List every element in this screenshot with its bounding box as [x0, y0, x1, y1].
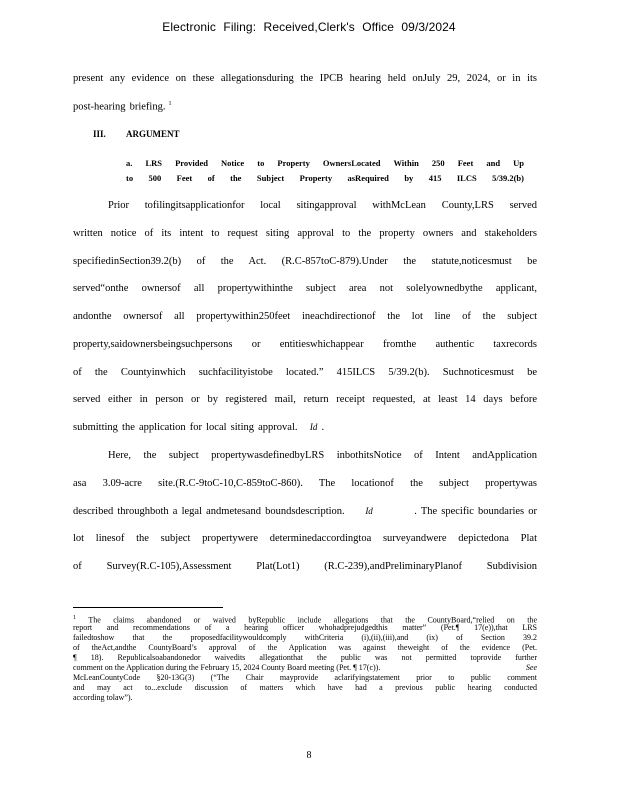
footnote-line [73, 663, 537, 673]
footnote-line: failedtoshow that the proposedfacilitywouldcomply withCriteria (i),(ii),(iii),and (ix) of Section 39.2 [73, 633, 537, 642]
body-line-text: post-hearing briefing. [73, 101, 166, 113]
section-number: III. [93, 129, 106, 139]
footnote-text: The claims abandoned or waived byRepublic include allegations that the CountyBoard,“relied on the [88, 615, 537, 625]
paragraph-line: served“onthe ownersof all propertywithinthe subject area not solelyownedbythe applicant, [73, 283, 537, 294]
paragraph-text: submitting the application for local siting approval. [73, 422, 298, 433]
paragraph-line: andonthe ownersof all propertywithin250feet ineachdirectionof the lot line of the subject [73, 311, 537, 322]
citation-id: Id [309, 422, 318, 432]
footnote-text: comment on the Application during the February 15, 2024 County Board meeting (Pet. ¶ 17(c)). [73, 663, 381, 672]
filing-header: Electronic Filing: Received,Clerk's Office 09/3/2024 [162, 20, 456, 34]
citation-id: Id [365, 506, 373, 516]
paragraph-line: submitting the application for local siting approval. Id . [73, 422, 325, 433]
paragraph-line: lot linesof the subject propertywere determinedaccordingtoa surveyandwere depictedona Plat [73, 533, 537, 544]
section-heading [93, 129, 180, 139]
see-signal: See [525, 663, 537, 672]
paragraph-line [73, 506, 537, 517]
paragraph-line: served either in person or by registered mail, return receipt requested, at least 14 days before [73, 394, 537, 405]
footnote-reference[interactable]: 1 [168, 101, 172, 107]
body-line: present any evidence on these allegationsduring the IPCB hearing held onJuly 29, 2024, or in its [73, 73, 537, 84]
paragraph-line: of Survey(R.C-105),Assessment Plat(Lot1) (R.C-239),andPreliminaryPlanof Subdivision [73, 561, 537, 572]
paragraph-line: of the Countyinwhich suchfacilityistobe located.” 415ILCS 5/39.2(b). Suchnoticesmust be [73, 367, 537, 378]
footnote-number: 1 [73, 615, 76, 621]
subheading-line: to 500 Feet of the Subject Property asRequired by 415 ILCS 5/39.2(b) [126, 173, 524, 183]
body-line [73, 101, 171, 113]
paragraph-text: . The specific boundaries or [414, 506, 537, 517]
footnote-separator [73, 607, 223, 608]
footnote-line: ¶ 18). Republicalsoabandonedor waivedits allegationthat the public was not permitted toprovide further [73, 653, 537, 662]
footnote-line: and may act to...exclude discussion of matters which have had a previous public hearing conducted [73, 683, 537, 692]
footnote-line: of theAct,andthe CountyBoard’s approval of the Application was against theweight of the evidence (Pet. [73, 643, 537, 652]
footnote-line: McLeanCountyCode §20-13G(3) (“The Chair mayprovide aclarifyingstatement prior to public comment [73, 673, 537, 682]
paragraph-line: specifiedinSection39.2(b) of the Act. (R.C-857toC-879).Under the statute,noticesmust be [73, 256, 537, 267]
paragraph-line: Here, the subject propertywasdefinedbyLRS inbothitsNotice of Intent andApplication [108, 450, 537, 461]
page-number: 8 [306, 750, 312, 761]
paragraph-line: asa 3.09-acre site.(R.C-9toC-10,C-859toC-860). The locationof the subject propertywas [73, 478, 537, 489]
section-title: ARGUMENT [126, 129, 180, 139]
footnote-line: report and recommendations of a hearing officer whohadprejudgedthis matter” (Pet.¶ 17(e)),that LRS [73, 623, 537, 632]
subheading-line: a. LRS Provided Notice to Property OwnersLocated Within 250 Feet and Up [126, 158, 524, 168]
paragraph-line: property,saidownersbeingsuchpersons or entitieswhichappear fromthe authentic taxrecords [73, 339, 537, 350]
footnote-line: according tolaw”). [73, 693, 133, 702]
paragraph-text: described throughboth a legal andmetesand boundsdescription. [73, 506, 345, 517]
paragraph-line: Prior tofilingitsapplicationfor local sitingapproval withMcLean County,LRS served [108, 200, 537, 211]
paragraph-line: written notice of its intent to request siting approval to the property owners and stakeholders [73, 228, 537, 239]
